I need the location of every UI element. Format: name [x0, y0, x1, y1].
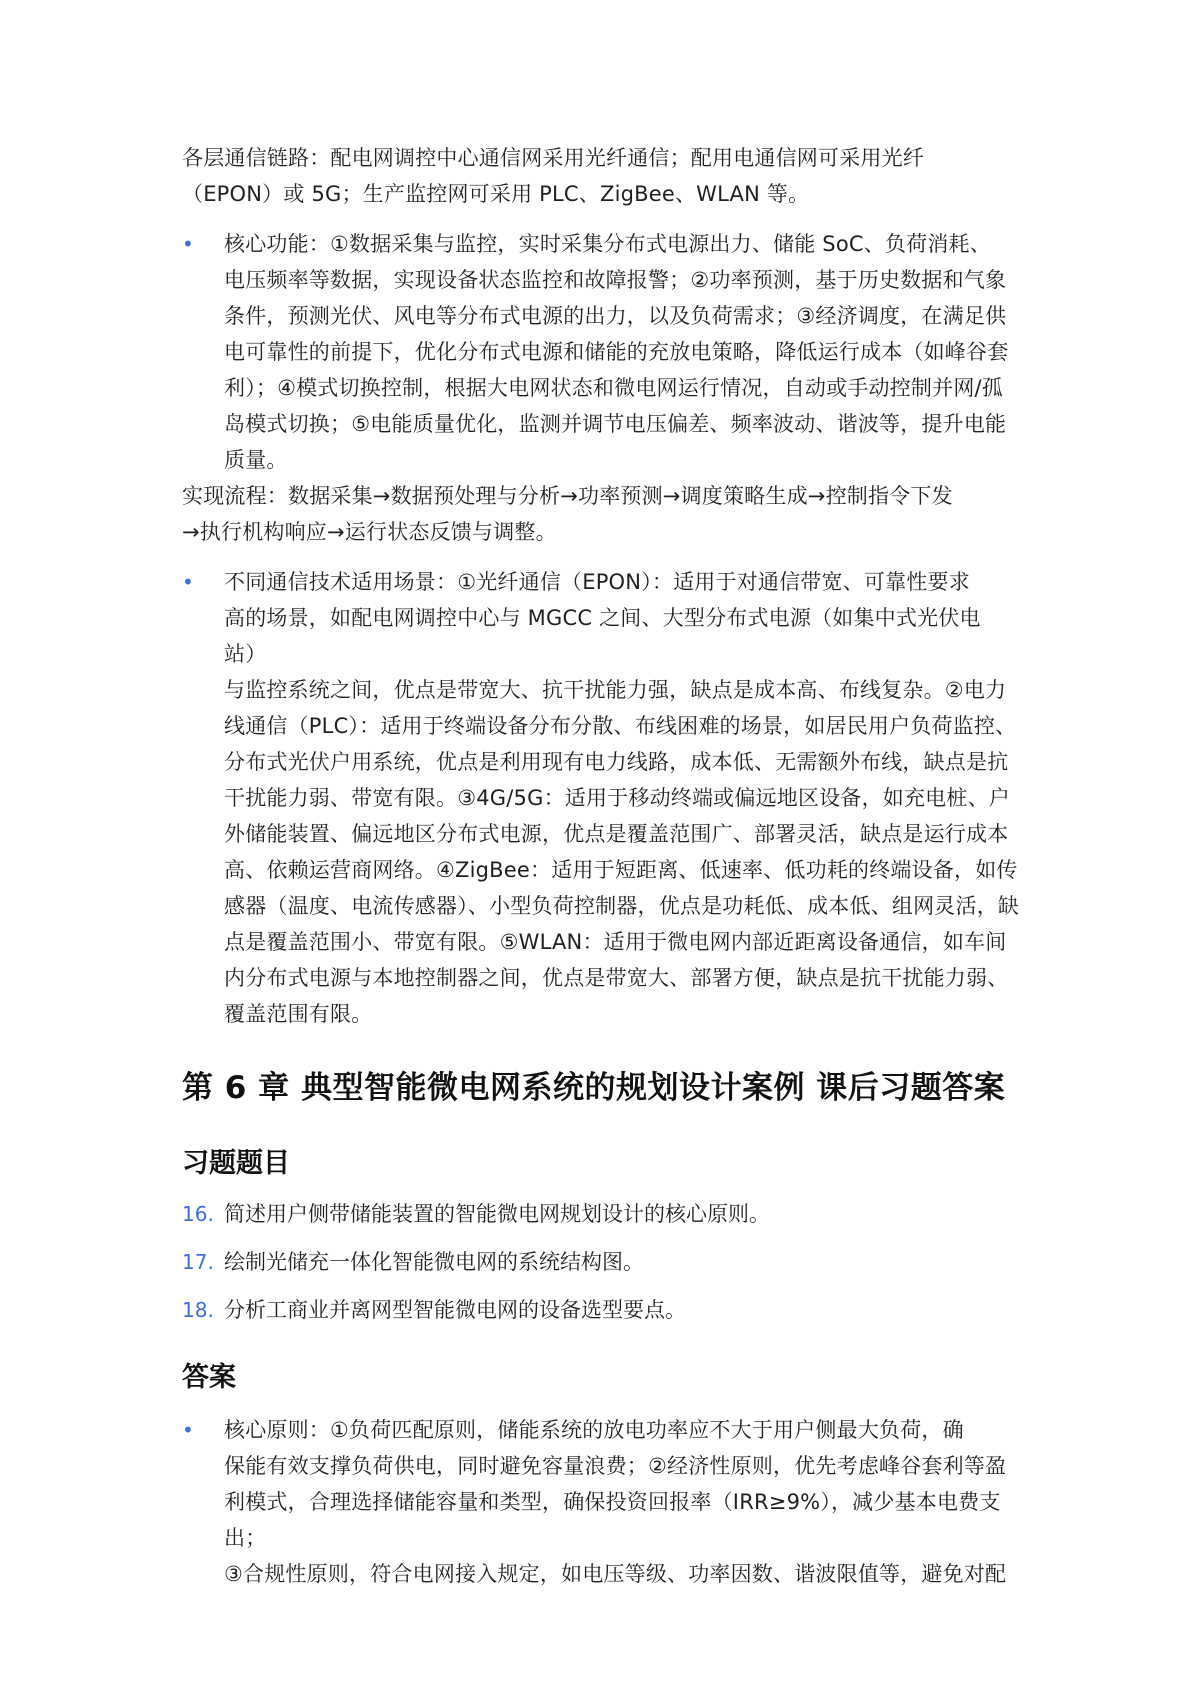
exercise-list: [182, 1196, 1022, 1328]
core-functions-text: 核心功能：①数据采集与监控，实时采集分布式电源出力、储能 SoC、负荷消耗、 电压频率等数据，实现设备状态监控和故障报警；②功率预测，基于历史数据和气象 条件，预测光伏、风电等分布式电源的出力，以及负荷需求；③经济调度，在满足供 电可靠性的前提下，优化分布式电源和储能的充放电策略，降低运行成本（如峰谷套 利）；④模式切换控制，根据大电网状态和微电网运行情况，自动或手动控制并网/孤 岛模式切换；⑤电能质量优化，监测并调节电压偏差、频率波动、谐波等，提升电能 质量。: [224, 232, 1009, 472]
exercises-heading: 习题题目: [182, 1148, 290, 1179]
bullet-dot-icon: •: [182, 1418, 194, 1442]
exercise-item: [182, 1244, 1022, 1280]
exercise-number: 17.: [182, 1250, 214, 1274]
exercise-text: 分析工商业并离网型智能微电网的设备选型要点。: [224, 1298, 686, 1322]
core-functions-bullet: [182, 226, 1022, 478]
exercise-text: 简述用户侧带储能装置的智能微电网规划设计的核心原则。: [224, 1202, 770, 1226]
comm-scenarios-bullet: [182, 564, 1022, 1032]
bullet-dot-icon: •: [182, 232, 194, 256]
exercise-item: [182, 1196, 1022, 1232]
implementation-flow-paragraph: 实现流程：数据采集→数据预处理与分析→功率预测→调度策略生成→控制指令下发 →执行机构响应→运行状态反馈与调整。: [182, 484, 953, 544]
exercise-text: 绘制光储充一体化智能微电网的系统结构图。: [224, 1250, 644, 1274]
chapter-title: 第 6 章 典型智能微电网系统的规划设计案例 课后习题答案: [182, 1070, 1006, 1106]
exercise-number: 16.: [182, 1202, 214, 1226]
comm-scenarios-text: 不同通信技术适用场景：①光纤通信（EPON）：适用于对通信带宽、可靠性要求 高的场景，如配电网调控中心与 MGCC 之间、大型分布式电源（如集中式光伏电站） 与监控系统之间，优点是带宽大、抗干扰能力强，缺点是成本高、布线复杂。②电力 线通信（PLC）：适用于终端设备分布分散、布线困难的场景，如居民用户负荷监控、 分布式光伏户用系统，优点是利用现有电力线路，成本低、无需额外布线，缺点是抗 干扰能力弱、带宽有限。③4G/5G：适用于移动终端或偏远地区设备，如充电桩、户 外储能装置、偏远地区分布式电源，优点是覆盖范围广、部署灵活，缺点是运行成本 高、依赖运营商网络。④ZigBee：适用于短距离、低速率、低功耗的终端设备，如传 感器（温度、电流传感器）、小型负荷控制器，优点是功耗低、成本低、组网灵活，缺 点是覆盖范围小、带宽有限。⑤WLAN：适用于微电网内部近距离设备通信，如车间 内分布式电源与本地控制器之间，优点是带宽大、部署方便，缺点是抗干扰能力弱、 覆盖范围有限。: [224, 570, 1020, 1026]
core-principles-bullet: [182, 1412, 1022, 1592]
document-page: [182, 140, 1022, 1592]
exercise-number: 18.: [182, 1298, 214, 1322]
answers-heading: 答案: [182, 1362, 236, 1393]
comm-links-paragraph: 各层通信链路：配电网调控中心通信网采用光纤通信；配用电通信网可采用光纤 （EPON）或 5G；生产监控网可采用 PLC、ZigBee、WLAN 等。: [182, 146, 924, 206]
core-principles-text: 核心原则：①负荷匹配原则，储能系统的放电功率应不大于用户侧最大负荷，确 保能有效支撑负荷供电，同时避免容量浪费；②经济性原则，优先考虑峰谷套利等盈 利模式，合理选择储能容量和类型，确保投资回报率（IRR≥9%），减少基本电费支出； ③合规性原则，符合电网接入规定，如电压等级、功率因数、谐波限值等，避免对配: [224, 1418, 1007, 1586]
exercise-item: [182, 1292, 1022, 1328]
bullet-dot-icon: •: [182, 570, 194, 594]
